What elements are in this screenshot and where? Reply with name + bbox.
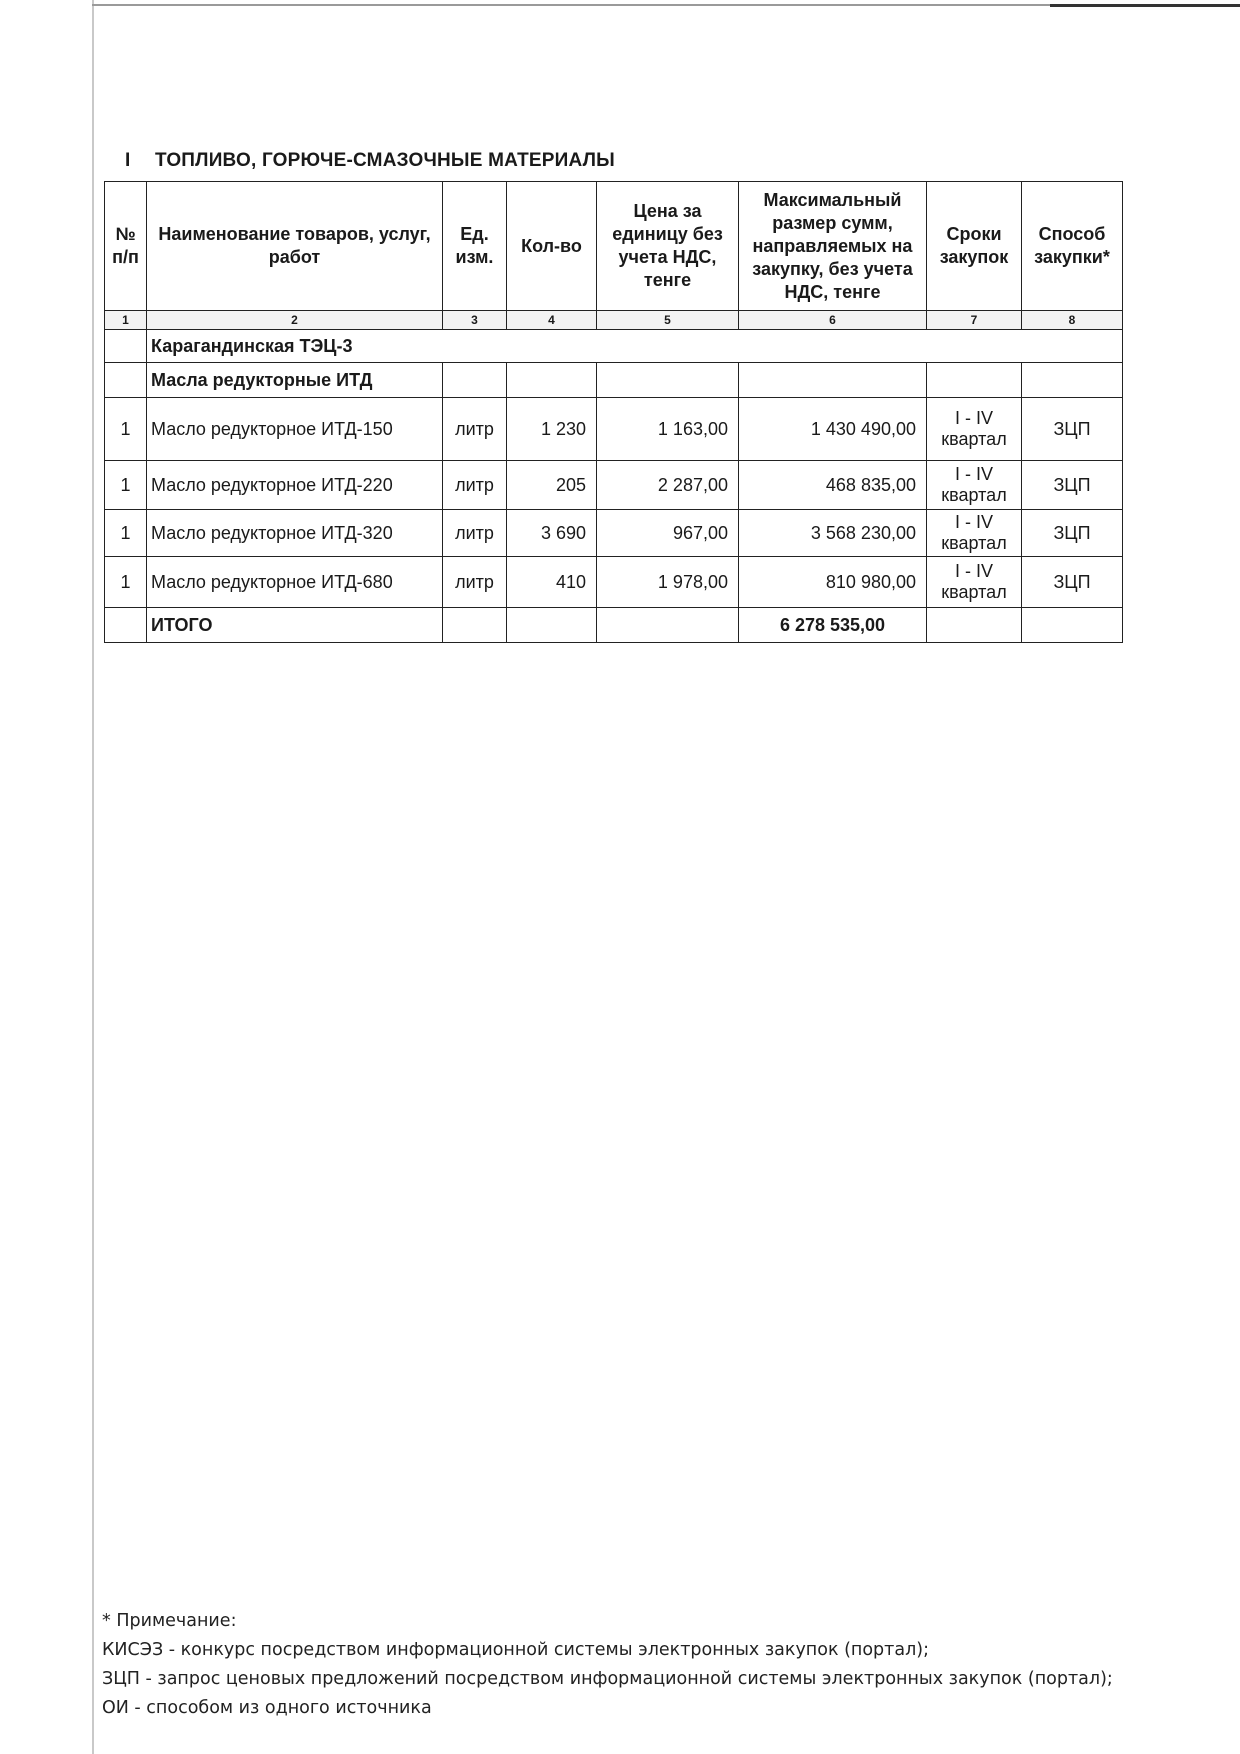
row-num: 1	[105, 557, 147, 608]
section-number: I	[125, 150, 131, 171]
row-period	[927, 510, 1022, 557]
row-price: 1 163,00	[597, 398, 739, 461]
column-numbers-row	[105, 311, 1123, 330]
column-number: 5	[597, 311, 739, 330]
row-name: Масло редукторное ИТД-680	[147, 557, 443, 608]
row-method: ЗЦП	[1022, 557, 1123, 608]
total-sum: 6 278 535,00	[739, 608, 927, 643]
row-method: ЗЦП	[1022, 510, 1123, 557]
column-number: 6	[739, 311, 927, 330]
column-number: 7	[927, 311, 1022, 330]
header-max-sum: Максимальный размер сумм, направляемых на закупку, без учета НДС, тенге	[739, 182, 927, 311]
table-row	[105, 510, 1123, 557]
subgroup-name: Масла редукторные ИТД	[147, 363, 443, 398]
row-period-unit: квартал	[941, 533, 1007, 553]
header-num: № п/п	[105, 182, 147, 311]
row-name: Масло редукторное ИТД-220	[147, 461, 443, 510]
table-row	[105, 461, 1123, 510]
table-row	[105, 398, 1123, 461]
footnote-line: КИСЭЗ - конкурс посредством информационной системы электронных закупок (портал);	[102, 1640, 929, 1660]
column-number: 8	[1022, 311, 1123, 330]
row-qty: 1 230	[507, 398, 597, 461]
scan-edge-left	[92, 0, 94, 1754]
footnote-line: ЗЦП - запрос ценовых предложений посредством информационной системы электронных закупок (портал);	[102, 1669, 1113, 1689]
footnote-heading: * Примечание:	[102, 1611, 237, 1631]
header-period: Сроки закупок	[927, 182, 1022, 311]
section-name: ТОПЛИВО, ГОРЮЧЕ-СМАЗОЧНЫЕ МАТЕРИАЛЫ	[155, 150, 615, 171]
row-sum: 1 430 490,00	[739, 398, 927, 461]
footnote-line: ОИ - способом из одного источника	[102, 1698, 432, 1718]
row-num: 1	[105, 398, 147, 461]
row-price: 1 978,00	[597, 557, 739, 608]
table-row	[105, 557, 1123, 608]
subgroup-row	[105, 363, 1123, 398]
row-unit: литр	[443, 510, 507, 557]
row-period-range: I - IV	[954, 561, 993, 581]
row-name: Масло редукторное ИТД-150	[147, 398, 443, 461]
header-name: Наименование товаров, услуг, работ	[147, 182, 443, 311]
group-row	[105, 330, 1123, 363]
scan-edge-top-right	[1050, 4, 1240, 7]
row-qty: 410	[507, 557, 597, 608]
row-qty: 3 690	[507, 510, 597, 557]
total-label: ИТОГО	[147, 608, 443, 643]
column-number: 2	[147, 311, 443, 330]
column-number: 3	[443, 311, 507, 330]
scan-edge-top	[92, 4, 1092, 6]
row-num: 1	[105, 510, 147, 557]
row-sum: 3 568 230,00	[739, 510, 927, 557]
row-num: 1	[105, 461, 147, 510]
row-period-range: I - IV	[954, 408, 993, 428]
row-method: ЗЦП	[1022, 398, 1123, 461]
row-method: ЗЦП	[1022, 461, 1123, 510]
header-method: Способ закупки*	[1022, 182, 1123, 311]
row-period-range: I - IV	[954, 464, 993, 484]
row-sum: 810 980,00	[739, 557, 927, 608]
row-period	[927, 461, 1022, 510]
row-period	[927, 398, 1022, 461]
row-unit: литр	[443, 557, 507, 608]
row-sum: 468 835,00	[739, 461, 927, 510]
row-name: Масло редукторное ИТД-320	[147, 510, 443, 557]
procurement-table	[104, 181, 1123, 643]
header-price: Цена за единицу без учета НДС, тенге	[597, 182, 739, 311]
row-period	[927, 557, 1022, 608]
row-unit: литр	[443, 398, 507, 461]
header-qty: Кол-во	[507, 182, 597, 311]
row-qty: 205	[507, 461, 597, 510]
row-period-unit: квартал	[941, 429, 1007, 449]
column-number: 4	[507, 311, 597, 330]
section-title	[125, 150, 615, 172]
row-period-unit: квартал	[941, 582, 1007, 602]
row-unit: литр	[443, 461, 507, 510]
group-name: Карагандинская ТЭЦ-3	[147, 330, 1123, 363]
row-period-unit: квартал	[941, 485, 1007, 505]
column-number: 1	[105, 311, 147, 330]
row-price: 2 287,00	[597, 461, 739, 510]
row-price: 967,00	[597, 510, 739, 557]
table-header-row	[105, 182, 1123, 311]
total-row	[105, 608, 1123, 643]
header-unit: Ед. изм.	[443, 182, 507, 311]
row-period-range: I - IV	[954, 512, 993, 532]
footnotes	[102, 1607, 1113, 1723]
